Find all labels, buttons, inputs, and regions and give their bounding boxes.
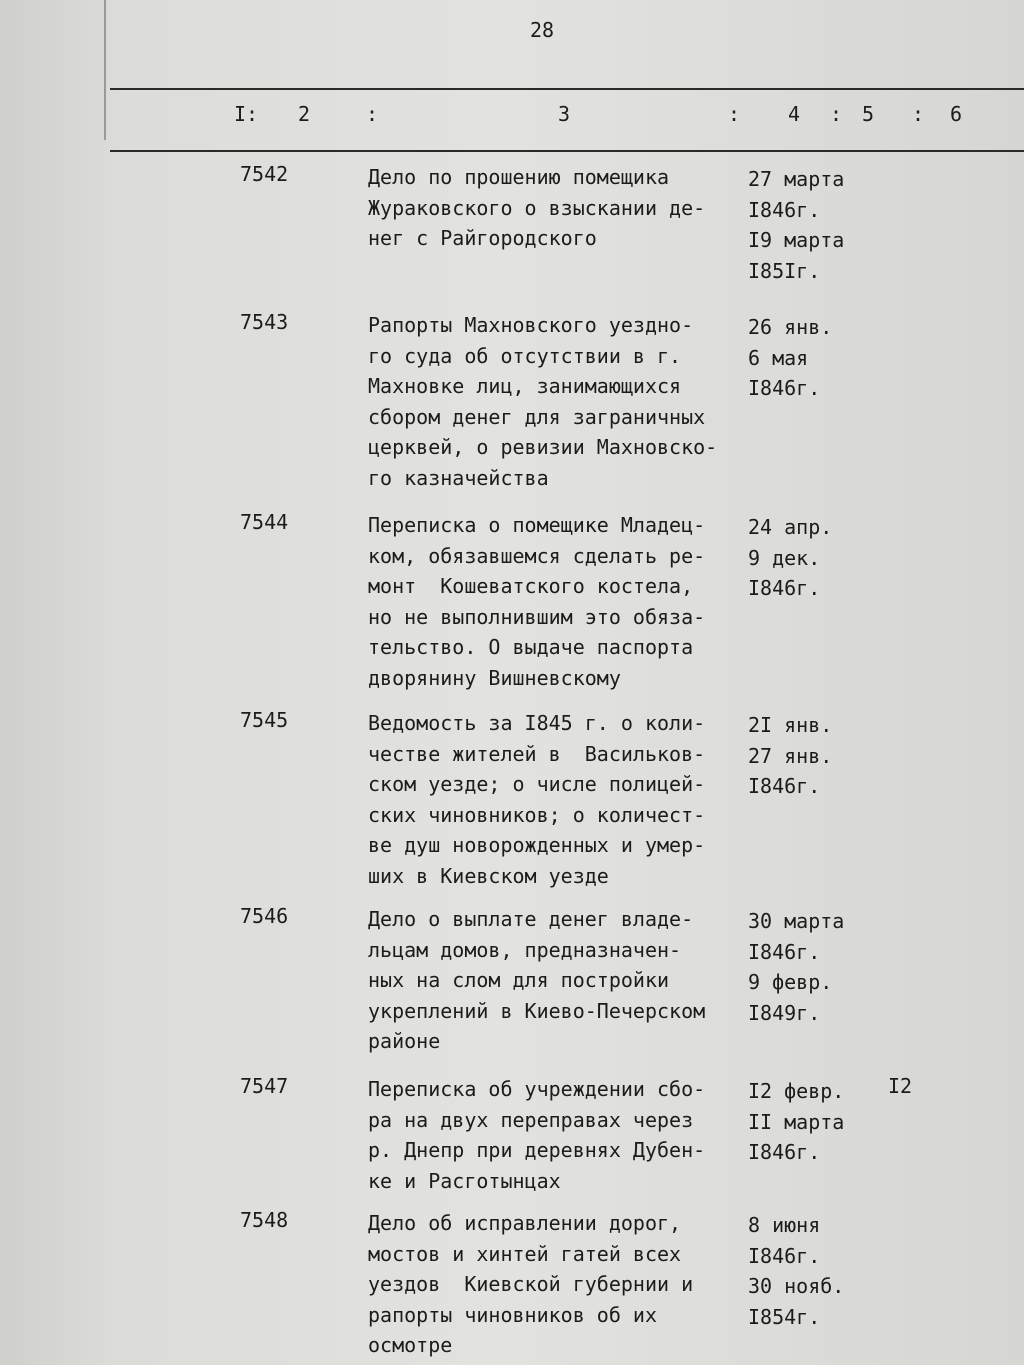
header-sep3: :: [830, 102, 843, 126]
title-line: уездов Киевской губернии и: [368, 1272, 694, 1296]
header-col1: I:: [234, 102, 259, 126]
header-col5: 5: [862, 102, 875, 126]
entry-number: 7542: [240, 162, 289, 186]
date-line: 26 янв.: [748, 315, 833, 339]
date-line: 8 июня: [748, 1213, 821, 1237]
title-line: ке и Расготынцах: [368, 1168, 561, 1193]
title-line: нег с Райгородского: [368, 226, 597, 250]
header-rule-top: [110, 88, 1024, 90]
entry-number: 7544: [240, 510, 289, 534]
entry-title: [368, 904, 748, 1057]
entry-number: 7546: [240, 904, 289, 928]
title-line: льцам домов, предназначен-: [368, 937, 682, 962]
date-line: I846г.: [748, 197, 821, 222]
title-line: Дело об исправлении дорог,: [368, 1211, 682, 1235]
title-line: осмотре: [368, 1333, 453, 1357]
title-line: Дело по прошению помещика: [368, 165, 670, 189]
header-sep2: :: [728, 102, 741, 126]
entry-dates: [748, 312, 832, 404]
title-line: ских чиновников; о количест-: [368, 802, 706, 827]
title-line: честве жителей в Васильков-: [368, 741, 706, 766]
date-line: I854г.: [748, 1304, 821, 1329]
title-line: Жураковского о взыскании де-: [368, 195, 706, 220]
date-line: I846г.: [748, 376, 821, 400]
date-line: I846г.: [748, 939, 821, 964]
title-line: тельство. О выдаче паспорта: [368, 635, 694, 659]
date-line: I849г.: [748, 1000, 821, 1025]
header-col2: 2: [298, 102, 311, 126]
date-line: I846г.: [748, 774, 821, 798]
title-line: церквей, о ревизии Махновско-: [368, 435, 718, 459]
title-line: Ведомость за I845 г. о коли-: [368, 711, 706, 735]
title-line: го казначейства: [368, 465, 549, 490]
date-line: I846г.: [748, 576, 821, 600]
entry-sheet-count: I2: [888, 1074, 913, 1098]
date-line: 24 апр.: [748, 515, 833, 539]
date-line: II марта: [748, 1109, 845, 1134]
header-col4: 4: [788, 102, 801, 126]
header-sep1: :: [366, 102, 379, 126]
title-line: укреплений в Киево-Печерском: [368, 998, 706, 1023]
entry-dates: [748, 164, 844, 286]
title-line: сбором денег для заграничных: [368, 404, 706, 429]
date-line: 30 марта: [748, 909, 845, 933]
title-line: Махновке лиц, занимающихся: [368, 374, 682, 398]
date-line: 2I янв.: [748, 713, 833, 737]
date-line: I846г.: [748, 1140, 821, 1164]
title-line: ных на слом для постройки: [368, 968, 670, 992]
entry-dates: [748, 1076, 844, 1168]
date-line: I2 февр.: [748, 1079, 845, 1103]
title-line: мостов и хинтей гатей всех: [368, 1241, 682, 1266]
entry-dates: [748, 710, 832, 802]
entry-title: [368, 510, 748, 693]
date-line: I846г.: [748, 1243, 821, 1268]
title-line: Переписка об учреждении сбо-: [368, 1077, 706, 1101]
date-line: 27 марта: [748, 167, 845, 191]
date-line: I9 марта: [748, 228, 845, 252]
date-line: 9 дек.: [748, 545, 821, 570]
title-line: ве душ новорожденных и умер-: [368, 833, 706, 857]
title-line: рапорты чиновников об их: [368, 1302, 657, 1327]
title-line: р. Днепр при деревнях Дубен-: [368, 1138, 706, 1162]
entry-title: [368, 310, 748, 493]
margin-line: [104, 0, 106, 140]
entry-title: [368, 1074, 748, 1196]
title-line: Дело о выплате денег владе-: [368, 907, 694, 931]
title-line: ком, обязавшемся сделать ре-: [368, 543, 706, 568]
page-number: 28: [530, 18, 555, 42]
header-sep4: :: [912, 102, 925, 126]
title-line: районе: [368, 1029, 441, 1053]
date-line: 27 янв.: [748, 743, 833, 768]
entry-title: [368, 708, 748, 891]
header-col3: 3: [558, 102, 571, 126]
entry-title: [368, 1208, 748, 1361]
entry-number: 7548: [240, 1208, 289, 1232]
title-line: Переписка о помещике Младец-: [368, 513, 706, 537]
entry-number: 7543: [240, 310, 289, 334]
title-line: ском уезде; о числе полицей-: [368, 772, 706, 796]
date-line: 30 нояб.: [748, 1274, 845, 1298]
title-line: монт Кошеватского костела,: [368, 574, 694, 598]
entry-dates: [748, 512, 832, 604]
entry-number: 7547: [240, 1074, 289, 1098]
entry-dates: [748, 1210, 844, 1332]
header-rule-bottom: [110, 150, 1024, 152]
title-line: ших в Киевском уезде: [368, 863, 609, 888]
date-line: I85Iг.: [748, 258, 821, 283]
entry-number: 7545: [240, 708, 289, 732]
title-line: го суда об отсутствии в г.: [368, 343, 682, 368]
entry-title: [368, 162, 748, 254]
header-col6: 6: [950, 102, 963, 126]
title-line: Рапорты Махновского уездно-: [368, 313, 694, 337]
entry-dates: [748, 906, 844, 1028]
title-line: но не выполнившим это обяза-: [368, 604, 706, 629]
date-line: 6 мая: [748, 345, 809, 370]
date-line: 9 февр.: [748, 970, 833, 994]
title-line: ра на двух переправах через: [368, 1107, 694, 1132]
title-line: дворянину Вишневскому: [368, 665, 621, 690]
